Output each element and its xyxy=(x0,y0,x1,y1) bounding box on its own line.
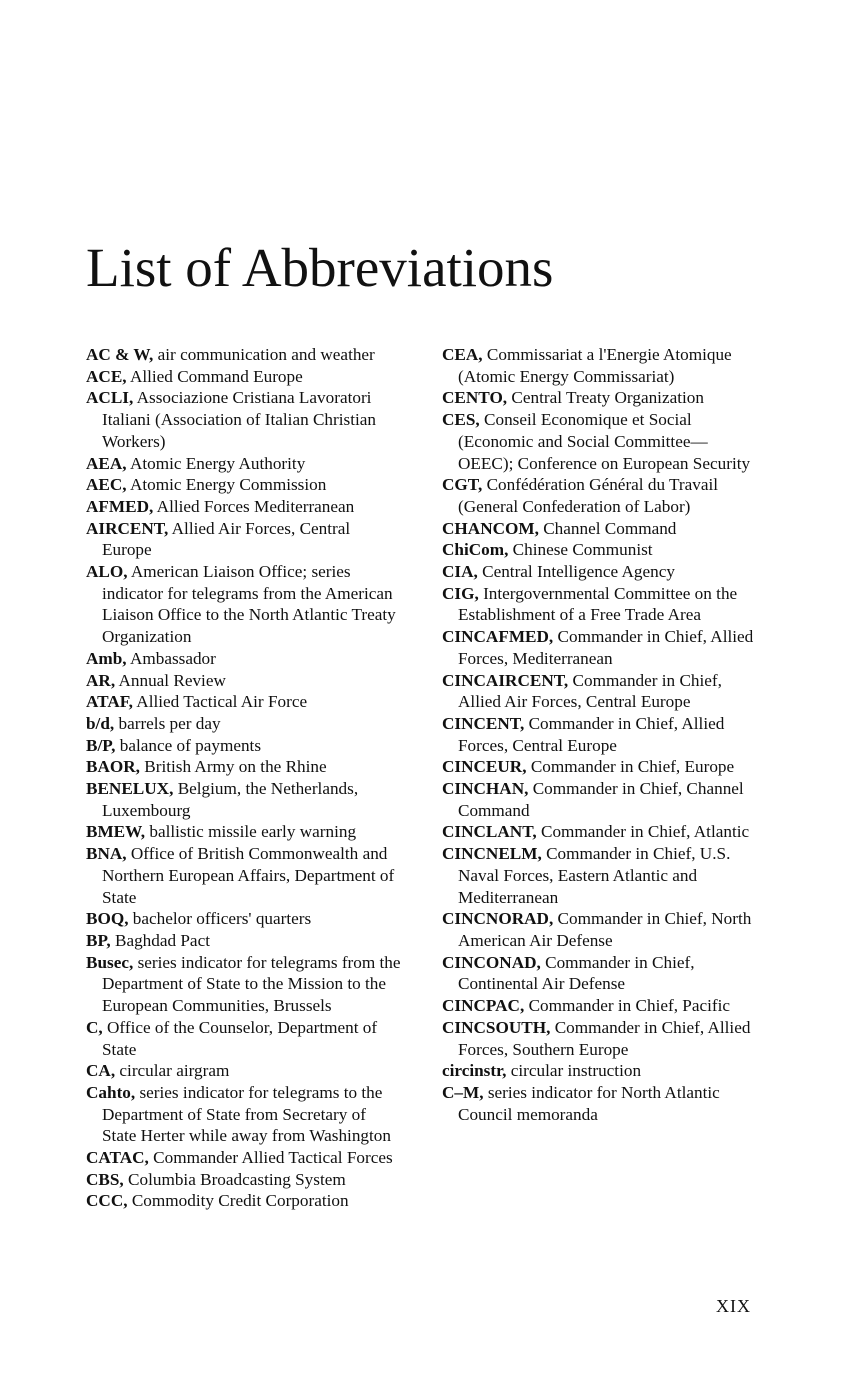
abbreviation-entry xyxy=(86,561,404,648)
abbreviation-definition: Commander in Chief, Atlantic xyxy=(536,822,750,842)
abbreviation-term: CBS, xyxy=(86,1169,124,1189)
abbreviation-entry xyxy=(442,474,760,517)
abbreviation-entry xyxy=(86,670,404,692)
abbreviation-entry xyxy=(86,756,404,778)
abbreviation-term: AFMED, xyxy=(86,496,154,516)
abbreviation-entry xyxy=(86,952,404,1017)
abbreviation-term: CES, xyxy=(442,410,480,430)
abbreviation-definition: Ambassador xyxy=(126,648,216,668)
abbreviation-entry xyxy=(442,1082,760,1125)
abbreviation-entry xyxy=(442,539,760,561)
abbreviation-term: CINCNELM, xyxy=(442,844,542,864)
abbreviation-term: CINCLANT, xyxy=(442,822,537,842)
abbreviation-entry xyxy=(86,453,404,475)
abbreviation-definition: Commander Allied Tactical Forces xyxy=(148,1148,393,1168)
abbreviation-term: ALO, xyxy=(86,562,128,582)
abbreviation-definition: Commander in Chief, Pacific xyxy=(524,996,731,1016)
abbreviation-term: CA, xyxy=(86,1061,116,1081)
abbreviation-term: BNA, xyxy=(86,844,127,864)
abbreviation-term: AR, xyxy=(86,670,116,690)
abbreviation-entry xyxy=(86,496,404,518)
abbreviation-entry xyxy=(86,908,404,930)
abbreviation-definition: Commander in Chief, Allied Forces, Central Europe xyxy=(458,713,725,755)
abbreviation-definition: series indicator for North Atlantic Council memoranda xyxy=(458,1082,720,1124)
abbreviation-entry xyxy=(86,1147,404,1169)
abbreviation-term: Busec, xyxy=(86,952,134,972)
abbreviation-entry xyxy=(86,691,404,713)
abbreviation-entry xyxy=(442,583,760,626)
abbreviation-definition: Commander in Chief, Continental Air Defense xyxy=(458,952,695,994)
abbreviation-entry xyxy=(86,713,404,735)
abbreviation-entry xyxy=(442,713,760,756)
abbreviation-definition: Office of the Counselor, Department of State xyxy=(102,1017,378,1059)
abbreviation-entry xyxy=(86,735,404,757)
abbreviation-entry xyxy=(442,1017,760,1060)
abbreviation-term: Amb, xyxy=(86,648,127,668)
abbreviation-term: CEA, xyxy=(442,345,483,364)
abbreviation-entry xyxy=(86,1017,404,1060)
abbreviation-term: CINCNORAD, xyxy=(442,909,554,929)
abbreviation-definition: Commodity Credit Corporation xyxy=(127,1191,349,1211)
abbreviation-term: CCC, xyxy=(86,1191,128,1211)
abbreviation-entry xyxy=(442,387,760,409)
abbreviation-definition: ballistic missile early warning xyxy=(145,822,357,842)
abbreviation-definition: Central Intelligence Agency xyxy=(477,562,675,582)
abbreviation-term: AIRCENT, xyxy=(86,518,169,538)
abbreviation-entry xyxy=(442,670,760,713)
abbreviation-definition: Channel Command xyxy=(538,518,677,538)
abbreviation-entry xyxy=(442,518,760,540)
abbreviation-term: CINCEUR, xyxy=(442,757,527,777)
abbreviation-definition: circular instruction xyxy=(506,1061,642,1081)
abbreviation-term: CINCENT, xyxy=(442,713,525,733)
abbreviation-definition: British Army on the Rhine xyxy=(139,757,327,777)
abbreviation-definition: air communication and weather xyxy=(153,345,375,364)
abbreviation-term: CINCPAC, xyxy=(442,996,525,1016)
abbreviation-entry xyxy=(442,952,760,995)
abbreviation-term: BP, xyxy=(86,930,111,950)
abbreviation-term: CHANCOM, xyxy=(442,518,539,538)
abbreviation-definition: Commissariat a l'Energie Atomique (Atomic Energy Commissariat) xyxy=(458,345,732,386)
abbreviation-definition: Allied Command Europe xyxy=(126,366,303,386)
abbreviation-definition: balance of payments xyxy=(115,735,262,755)
abbreviation-entry xyxy=(442,778,760,821)
abbreviation-entry xyxy=(442,409,760,474)
abbreviation-term: CINCAIRCENT, xyxy=(442,670,569,690)
abbreviation-entry xyxy=(442,908,760,951)
abbreviation-definition: Commander in Chief, Allied Forces, Mediterranean xyxy=(458,627,754,668)
abbreviation-entry xyxy=(86,344,404,366)
abbreviation-entry xyxy=(442,344,760,387)
abbreviation-entry xyxy=(86,821,404,843)
abbreviation-definition: Commander in Chief, Allied Air Forces, Central Europe xyxy=(458,670,722,712)
abbreviation-definition: Allied Forces Mediterranean xyxy=(153,496,355,516)
abbreviation-entry xyxy=(442,626,760,669)
abbreviation-definition: Commander in Chief, U.S. Naval Forces, Eastern Atlantic and Mediterranean xyxy=(458,844,731,907)
abbreviation-entry xyxy=(442,756,760,778)
abbreviation-definition: series indicator for telegrams to the Department of State from Secretary of State Herter while away from Washington xyxy=(102,1082,391,1146)
abbreviation-entry xyxy=(86,648,404,670)
abbreviation-term: Cahto, xyxy=(86,1082,136,1102)
abbreviation-term: AEA, xyxy=(86,453,127,473)
abbreviation-term: b/d, xyxy=(86,713,115,733)
abbreviation-definition: Atomic Energy Commission xyxy=(126,475,327,495)
abbreviation-entry xyxy=(86,1082,404,1147)
abbreviation-term: ACLI, xyxy=(86,388,134,408)
abbreviation-definition: Commander in Chief, North American Air Defense xyxy=(458,909,752,950)
abbreviation-definition: American Liaison Office; series indicator for telegrams from the American Liaison Office to the North Atlantic Treaty Organization xyxy=(102,562,396,647)
abbreviation-definition: circular airgram xyxy=(115,1061,230,1081)
abbreviation-entry xyxy=(86,778,404,821)
abbreviation-definition: Commander in Chief, Europe xyxy=(526,757,735,777)
abbreviation-definition: Intergovernmental Committee on the Establishment of a Free Trade Area xyxy=(458,583,738,625)
abbreviation-entry xyxy=(442,995,760,1017)
abbreviation-definition: Commander in Chief, Channel Command xyxy=(458,779,744,820)
abbreviation-term: CIG, xyxy=(442,583,479,603)
abbreviation-definition: Atomic Energy Authority xyxy=(126,453,306,473)
abbreviations-right-column xyxy=(442,344,760,1125)
abbreviation-term: CIA, xyxy=(442,562,478,582)
abbreviation-entry xyxy=(86,387,404,452)
abbreviation-entry xyxy=(86,1060,404,1082)
abbreviation-entry xyxy=(442,821,760,843)
abbreviation-term: CINCAFMED, xyxy=(442,627,554,647)
abbreviation-definition: Annual Review xyxy=(115,670,226,690)
abbreviation-entry xyxy=(86,1169,404,1191)
abbreviation-definition: Allied Tactical Air Force xyxy=(132,692,308,712)
abbreviation-entry xyxy=(442,561,760,583)
abbreviation-definition: Chinese Communist xyxy=(508,540,653,560)
abbreviation-definition: Columbia Broadcasting System xyxy=(123,1169,346,1189)
abbreviation-term: CINCONAD, xyxy=(442,952,541,972)
abbreviation-definition: bachelor officers' quarters xyxy=(128,909,312,929)
abbreviation-term: ACE, xyxy=(86,366,127,386)
abbreviation-entry xyxy=(86,1190,404,1212)
abbreviation-term: BOQ, xyxy=(86,909,129,929)
abbreviation-entry xyxy=(86,843,404,908)
abbreviation-definition: Central Treaty Organization xyxy=(507,388,704,408)
abbreviation-entry xyxy=(86,474,404,496)
abbreviation-term: CATAC, xyxy=(86,1148,149,1168)
page-title: List of Abbreviations xyxy=(86,237,554,298)
abbreviation-definition: Allied Air Forces, Central Europe xyxy=(102,518,351,560)
abbreviation-term: CGT, xyxy=(442,475,483,495)
abbreviation-entry xyxy=(86,366,404,388)
abbreviation-definition: barrels per day xyxy=(114,713,221,733)
abbreviation-term: AEC, xyxy=(86,475,127,495)
abbreviation-term: CINCSOUTH, xyxy=(442,1017,551,1037)
abbreviation-term: B/P, xyxy=(86,735,116,755)
abbreviation-definition: Belgium, the Netherlands, Luxembourg xyxy=(102,779,359,820)
abbreviations-left-column xyxy=(86,344,404,1212)
abbreviation-term: AC & W, xyxy=(86,345,154,364)
abbreviation-definition: Conseil Economique et Social (Economic and Social Committee—OEEC); Conference on European Security xyxy=(458,410,751,473)
abbreviation-term: BENELUX, xyxy=(86,779,174,799)
abbreviation-term: C–M, xyxy=(442,1082,484,1102)
abbreviation-definition: Commander in Chief, Allied Forces, Southern Europe xyxy=(458,1017,751,1059)
abbreviation-term: CENTO, xyxy=(442,388,508,408)
abbreviation-definition: Confédération Général du Travail (General Confederation of Labor) xyxy=(458,475,719,516)
abbreviation-term: BMEW, xyxy=(86,822,146,842)
abbreviation-entry xyxy=(86,930,404,952)
abbreviation-definition: Baghdad Pact xyxy=(110,930,210,950)
page-number: XIX xyxy=(716,1296,751,1316)
abbreviation-term: ChiCom, xyxy=(442,540,509,560)
abbreviation-entry xyxy=(442,1060,760,1082)
abbreviation-term: CINCHAN, xyxy=(442,779,529,799)
abbreviation-entry xyxy=(442,843,760,908)
abbreviation-definition: Associazione Cristiana Lavoratori Italiani (Association of Italian Christian Workers) xyxy=(102,388,376,451)
abbreviation-term: ATAF, xyxy=(86,692,133,712)
abbreviation-term: circinstr, xyxy=(442,1061,507,1081)
abbreviation-definition: Office of British Commonwealth and Northern European Affairs, Department of State xyxy=(102,844,395,907)
abbreviation-entry xyxy=(86,518,404,561)
abbreviation-definition: series indicator for telegrams from the Department of State to the Mission to the European Communities, Brussels xyxy=(102,952,401,1016)
abbreviation-term: BAOR, xyxy=(86,757,140,777)
abbreviation-term: C, xyxy=(86,1017,103,1037)
